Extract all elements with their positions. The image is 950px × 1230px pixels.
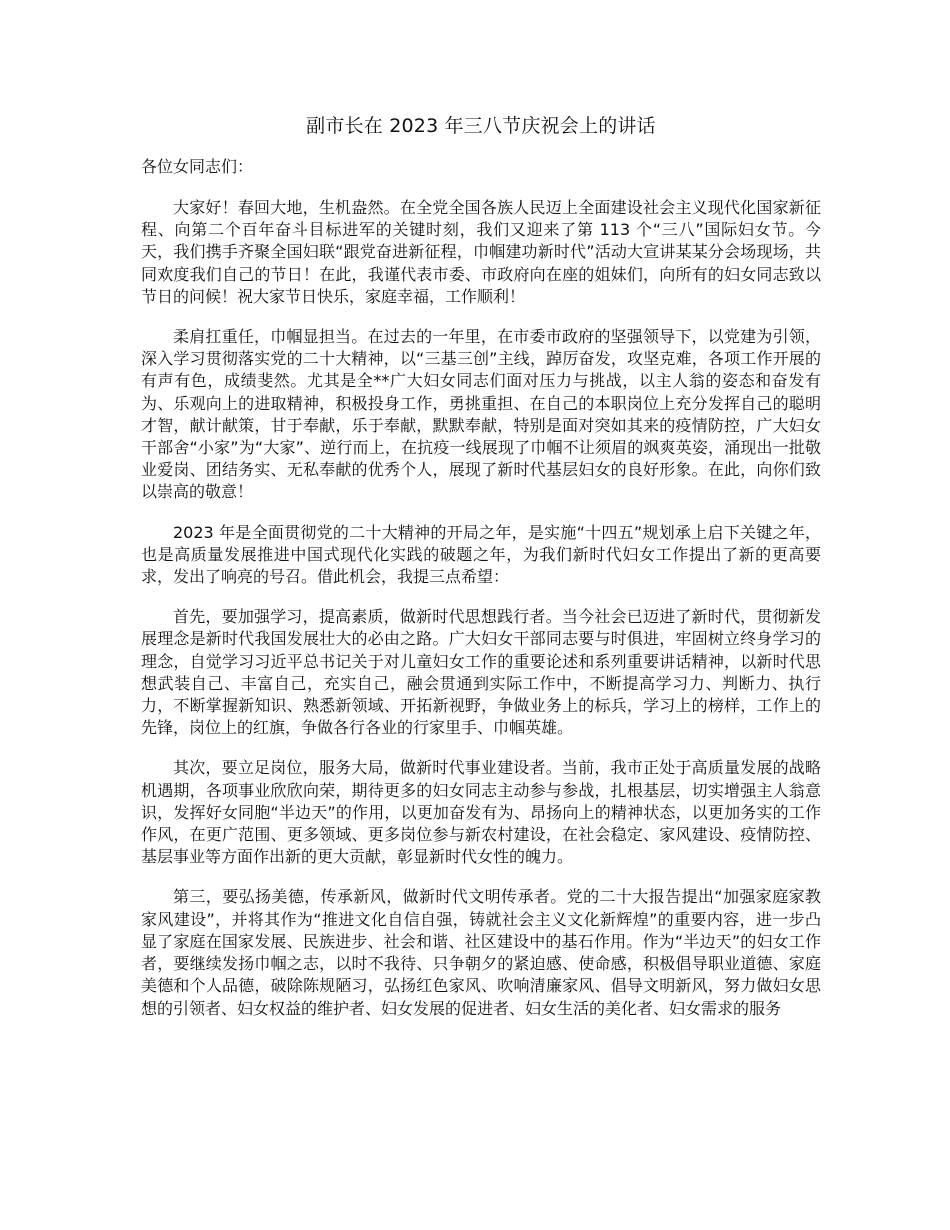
paragraph-hopes-intro: 2023 年是全面贯彻党的二十大精神的开局之年，是实施“十四五”规划承上启下关键之年，也是高质量发展推进中国式现代化实践的破题之年，为我们新时代妇女工作提出了新的更高要求，发出了响亮的号召。借此机会，我提三点希望： — [141, 522, 821, 587]
paragraph-second-hope: 其次，要立足岗位，服务大局，做新时代事业建设者。当前，我市正处于高质量发展的战略机遇期，各项事业欣欣向荣，期待更多的妇女同志主动参与参战，扎根基层，切实增强主人翁意识，发挥好女同胞“半边天”的作用，以更加奋发有为、昂扬向上的精神状态，以更加务实的工作作风，在更广范围、更多领域、更多岗位参与新农村建设，在社会稳定、家风建设、疫情防控、基层事业等方面作出新的更大贡献，彰显新时代女性的魄力。 — [141, 758, 821, 867]
paragraph-greeting: 大家好！春回大地，生机盎然。在全党全国各族人民迈上全面建设社会主义现代化国家新征程、向第二个百年奋斗目标进军的关键时刻，我们又迎来了第 113 个“三八”国际妇女节。今天，我们携手齐聚全国妇联“跟党奋进新征程，巾帼建功新时代”活动大宣讲某某分会场现场，共同欢度我们自己的节日！在此，我谨代表市委、市政府向在座的姐妹们，向所有的妇女同志致以节日的问候！祝大家节日快乐，家庭幸福，工作顺利！ — [141, 198, 821, 306]
paragraph-third-hope: 第三，要弘扬美德，传承新风，做新时代文明传承者。党的二十大报告提出“加强家庭家教家风建设”，并将其作为“推进文化自信自强，铸就社会主义文化新辉煌”的重要内容，进一步凸显了家庭在国家发展、民族进步、社会和谐、社区建设中的基石作用。作为“半边天”的妇女工作者，要继续发扬巾帼之志，以时不我待、只争朝夕的紧迫感、使命感，积极倡导职业道德、家庭美德和个人品德，破除陈规陋习，弘扬红色家风、吹响清廉家风、倡导文明新风，努力做妇女思想的引领者、妇女权益的维护者、妇女发展的促进者、妇女生活的美化者、妇女需求的服务 — [141, 887, 821, 1018]
paragraph-achievements: 柔肩扛重任，巾帼显担当。在过去的一年里，在市委市政府的坚强领导下，以党建为引领，深入学习贯彻落实党的二十大精神，以“三基三创”主线，踔厉奋发，攻坚克难，各项工作开展的有声有色，成绩斐然。尤其是全**广大妇女同志们面对压力与挑战，以主人翁的姿态和奋发有为、乐观向上的进取精神，积极投身工作，勇挑重担、在自己的本职岗位上充分发挥自己的聪明才智，献计献策，甘于奉献，乐于奉献，默默奉献，特别是面对突如其来的疫情防控，广大妇女干部舍“小家”为“大家”、逆行而上，在抗疫一线展现了巾帼不让须眉的飒爽英姿，涌现出一批敬业爱岗、团结务实、无私奉献的优秀个人，展现了新时代基层妇女的良好形象。在此，向你们致以崇高的敬意！ — [141, 327, 821, 502]
salutation: 各位女同志们： — [141, 157, 254, 176]
paragraph-first-hope: 首先，要加强学习，提高素质，做新时代思想践行者。当今社会已迈进了新时代，贯彻新发展理念是新时代我国发展壮大的必由之路。广大妇女干部同志要与时俱进，牢固树立终身学习的理念，自觉学习习近平总书记关于对儿童妇女工作的重要论述和系列重要讲话精神，以新时代思想武装自己、丰富自己，充实自己，融会贯通到实际工作中，不断提高学习力、判断力、执行力，不断掌握新知识、熟悉新领域、开拓新视野，争做业务上的标兵，学习上的榜样，工作上的先锋，岗位上的红旗，争做各行各业的行家里手、巾帼英雄。 — [141, 607, 821, 738]
document-page — [141, 112, 821, 1038]
document-title: 副市长在 2023 年三八节庆祝会上的讲话 — [306, 115, 656, 137]
